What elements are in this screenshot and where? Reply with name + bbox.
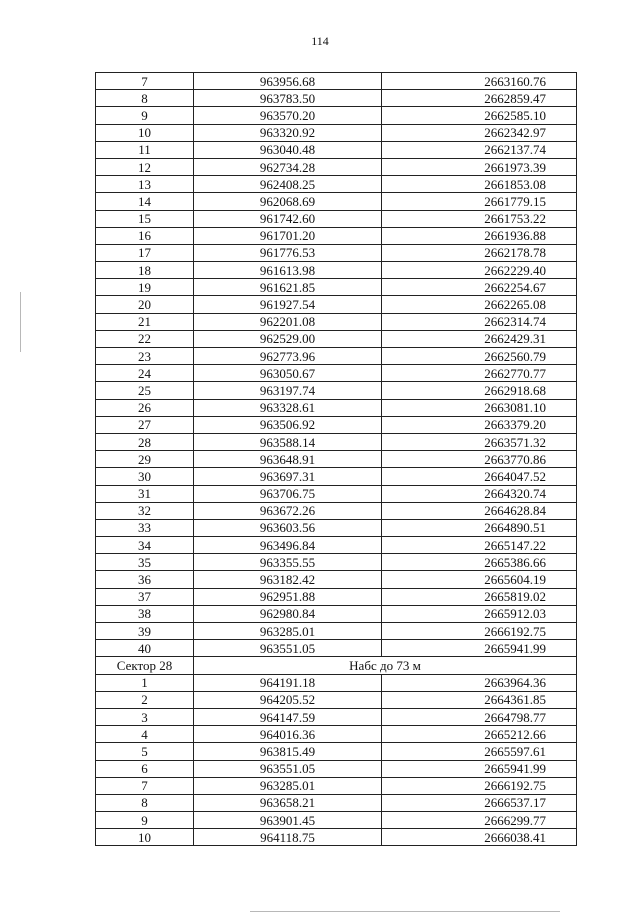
y-coordinate-cell: 2665147.22 — [382, 537, 577, 554]
point-number-cell: 32 — [96, 502, 194, 519]
point-number-cell: 33 — [96, 519, 194, 536]
x-coordinate-cell: 962734.28 — [194, 158, 382, 175]
y-coordinate-cell: 2664798.77 — [382, 708, 577, 725]
point-number-cell: 18 — [96, 262, 194, 279]
table-row — [96, 262, 577, 279]
scan-edge-mark-bottom — [250, 911, 560, 912]
table-row — [96, 691, 577, 708]
y-coordinate-cell: 2662560.79 — [382, 348, 577, 365]
table-row — [96, 313, 577, 330]
scan-edge-mark-left — [20, 292, 21, 352]
x-coordinate-cell: 963182.42 — [194, 571, 382, 588]
table-row — [96, 743, 577, 760]
x-coordinate-cell: 964016.36 — [194, 726, 382, 743]
point-number-cell: 27 — [96, 416, 194, 433]
y-coordinate-cell: 2662859.47 — [382, 90, 577, 107]
point-number-cell: 37 — [96, 588, 194, 605]
x-coordinate-cell: 961701.20 — [194, 227, 382, 244]
y-coordinate-cell: 2665819.02 — [382, 588, 577, 605]
y-coordinate-cell: 2662918.68 — [382, 382, 577, 399]
x-coordinate-cell: 963603.56 — [194, 519, 382, 536]
x-coordinate-cell: 963815.49 — [194, 743, 382, 760]
table-row — [96, 193, 577, 210]
x-coordinate-cell: 963672.26 — [194, 502, 382, 519]
y-coordinate-cell: 2662314.74 — [382, 313, 577, 330]
x-coordinate-cell: 963197.74 — [194, 382, 382, 399]
x-coordinate-cell: 963285.01 — [194, 777, 382, 794]
x-coordinate-cell: 962408.25 — [194, 176, 382, 193]
sector-header-row — [96, 657, 577, 674]
y-coordinate-cell: 2664320.74 — [382, 485, 577, 502]
x-coordinate-cell: 964191.18 — [194, 674, 382, 691]
y-coordinate-cell: 2666038.41 — [382, 829, 577, 846]
table-row — [96, 485, 577, 502]
table-row — [96, 451, 577, 468]
point-number-cell: 10 — [96, 829, 194, 846]
point-number-cell: 31 — [96, 485, 194, 502]
y-coordinate-cell: 2661779.15 — [382, 193, 577, 210]
table-row — [96, 812, 577, 829]
x-coordinate-cell: 961927.54 — [194, 296, 382, 313]
x-coordinate-cell: 963551.05 — [194, 640, 382, 657]
y-coordinate-cell: 2662770.77 — [382, 365, 577, 382]
table-row — [96, 708, 577, 725]
y-coordinate-cell: 2663770.86 — [382, 451, 577, 468]
point-number-cell: 20 — [96, 296, 194, 313]
x-coordinate-cell: 963040.48 — [194, 141, 382, 158]
table-row — [96, 468, 577, 485]
x-coordinate-cell: 963706.75 — [194, 485, 382, 502]
y-coordinate-cell: 2661936.88 — [382, 227, 577, 244]
table-row — [96, 330, 577, 347]
y-coordinate-cell: 2661973.39 — [382, 158, 577, 175]
table-row — [96, 777, 577, 794]
table-row — [96, 571, 577, 588]
x-coordinate-cell: 963320.92 — [194, 124, 382, 141]
table-row — [96, 90, 577, 107]
point-number-cell: 30 — [96, 468, 194, 485]
table-row — [96, 399, 577, 416]
x-coordinate-cell: 963050.67 — [194, 365, 382, 382]
y-coordinate-cell: 2662585.10 — [382, 107, 577, 124]
y-coordinate-cell: 2666192.75 — [382, 777, 577, 794]
x-coordinate-cell: 963496.84 — [194, 537, 382, 554]
x-coordinate-cell: 962201.08 — [194, 313, 382, 330]
table-row — [96, 726, 577, 743]
y-coordinate-cell: 2664361.85 — [382, 691, 577, 708]
point-number-cell: 34 — [96, 537, 194, 554]
table-row — [96, 158, 577, 175]
coordinates-rows-sector-27 — [96, 73, 577, 657]
point-number-cell: 8 — [96, 794, 194, 811]
y-coordinate-cell: 2664047.52 — [382, 468, 577, 485]
point-number-cell: 40 — [96, 640, 194, 657]
table-row — [96, 244, 577, 261]
y-coordinate-cell: 2664890.51 — [382, 519, 577, 536]
table-row — [96, 296, 577, 313]
table-row — [96, 674, 577, 691]
y-coordinate-cell: 2662265.08 — [382, 296, 577, 313]
table-row — [96, 554, 577, 571]
table-row — [96, 537, 577, 554]
y-coordinate-cell: 2663160.76 — [382, 73, 577, 90]
table-row — [96, 640, 577, 657]
point-number-cell: 39 — [96, 623, 194, 640]
table-row — [96, 348, 577, 365]
point-number-cell: 10 — [96, 124, 194, 141]
point-number-cell: 19 — [96, 279, 194, 296]
table-row — [96, 210, 577, 227]
y-coordinate-cell: 2662254.67 — [382, 279, 577, 296]
point-number-cell: 2 — [96, 691, 194, 708]
table-row — [96, 605, 577, 622]
table-row — [96, 519, 577, 536]
point-number-cell: 7 — [96, 777, 194, 794]
point-number-cell: 6 — [96, 760, 194, 777]
x-coordinate-cell: 962068.69 — [194, 193, 382, 210]
x-coordinate-cell: 963328.61 — [194, 399, 382, 416]
x-coordinate-cell: 963658.21 — [194, 794, 382, 811]
table-row — [96, 107, 577, 124]
x-coordinate-cell: 962529.00 — [194, 330, 382, 347]
point-number-cell: 11 — [96, 141, 194, 158]
x-coordinate-cell: 961776.53 — [194, 244, 382, 261]
x-coordinate-cell: 961613.98 — [194, 262, 382, 279]
table-row — [96, 365, 577, 382]
point-number-cell: 9 — [96, 812, 194, 829]
y-coordinate-cell: 2662429.31 — [382, 330, 577, 347]
x-coordinate-cell: 963285.01 — [194, 623, 382, 640]
point-number-cell: 26 — [96, 399, 194, 416]
point-number-cell: 23 — [96, 348, 194, 365]
y-coordinate-cell: 2665941.99 — [382, 640, 577, 657]
table-row — [96, 382, 577, 399]
point-number-cell: 36 — [96, 571, 194, 588]
y-coordinate-cell: 2665386.66 — [382, 554, 577, 571]
page-number: 114 — [311, 34, 329, 48]
y-coordinate-cell: 2665912.03 — [382, 605, 577, 622]
point-number-cell: 17 — [96, 244, 194, 261]
sector-label: Сектор 28 — [96, 657, 194, 674]
x-coordinate-cell: 963901.45 — [194, 812, 382, 829]
y-coordinate-cell: 2662229.40 — [382, 262, 577, 279]
x-coordinate-cell: 962773.96 — [194, 348, 382, 365]
point-number-cell: 35 — [96, 554, 194, 571]
table-row — [96, 279, 577, 296]
y-coordinate-cell: 2666299.77 — [382, 812, 577, 829]
sector-header — [96, 657, 577, 674]
x-coordinate-cell: 964205.52 — [194, 691, 382, 708]
x-coordinate-cell: 964147.59 — [194, 708, 382, 725]
table-row — [96, 588, 577, 605]
point-number-cell: 7 — [96, 73, 194, 90]
table-row — [96, 829, 577, 846]
point-number-cell: 5 — [96, 743, 194, 760]
table-row — [96, 416, 577, 433]
point-number-cell: 14 — [96, 193, 194, 210]
y-coordinate-cell: 2661853.08 — [382, 176, 577, 193]
point-number-cell: 25 — [96, 382, 194, 399]
x-coordinate-cell: 963648.91 — [194, 451, 382, 468]
y-coordinate-cell: 2665941.99 — [382, 760, 577, 777]
point-number-cell: 13 — [96, 176, 194, 193]
sector-height-note: Набс до 73 м — [194, 657, 577, 674]
y-coordinate-cell: 2662137.74 — [382, 141, 577, 158]
point-number-cell: 1 — [96, 674, 194, 691]
point-number-cell: 9 — [96, 107, 194, 124]
point-number-cell: 28 — [96, 433, 194, 450]
point-number-cell: 12 — [96, 158, 194, 175]
point-number-cell: 22 — [96, 330, 194, 347]
table-row — [96, 73, 577, 90]
y-coordinate-cell: 2662342.97 — [382, 124, 577, 141]
x-coordinate-cell: 964118.75 — [194, 829, 382, 846]
point-number-cell: 15 — [96, 210, 194, 227]
point-number-cell: 3 — [96, 708, 194, 725]
y-coordinate-cell: 2666537.17 — [382, 794, 577, 811]
coordinates-table — [95, 72, 577, 846]
point-number-cell: 24 — [96, 365, 194, 382]
point-number-cell: 16 — [96, 227, 194, 244]
x-coordinate-cell: 962951.88 — [194, 588, 382, 605]
x-coordinate-cell: 961742.60 — [194, 210, 382, 227]
table-row — [96, 433, 577, 450]
x-coordinate-cell: 963551.05 — [194, 760, 382, 777]
x-coordinate-cell: 963588.14 — [194, 433, 382, 450]
y-coordinate-cell: 2665597.61 — [382, 743, 577, 760]
y-coordinate-cell: 2663081.10 — [382, 399, 577, 416]
point-number-cell: 29 — [96, 451, 194, 468]
x-coordinate-cell: 963956.68 — [194, 73, 382, 90]
x-coordinate-cell: 963355.55 — [194, 554, 382, 571]
table-row — [96, 794, 577, 811]
y-coordinate-cell: 2663571.32 — [382, 433, 577, 450]
table-row — [96, 176, 577, 193]
x-coordinate-cell: 961621.85 — [194, 279, 382, 296]
y-coordinate-cell: 2663379.20 — [382, 416, 577, 433]
y-coordinate-cell: 2666192.75 — [382, 623, 577, 640]
point-number-cell: 4 — [96, 726, 194, 743]
y-coordinate-cell: 2663964.36 — [382, 674, 577, 691]
point-number-cell: 8 — [96, 90, 194, 107]
x-coordinate-cell: 963570.20 — [194, 107, 382, 124]
table-row — [96, 623, 577, 640]
table-row — [96, 502, 577, 519]
table-row — [96, 760, 577, 777]
point-number-cell: 38 — [96, 605, 194, 622]
table-row — [96, 227, 577, 244]
coordinates-rows-sector-28 — [96, 674, 577, 846]
x-coordinate-cell: 963506.92 — [194, 416, 382, 433]
x-coordinate-cell: 963697.31 — [194, 468, 382, 485]
y-coordinate-cell: 2661753.22 — [382, 210, 577, 227]
y-coordinate-cell: 2665604.19 — [382, 571, 577, 588]
point-number-cell: 21 — [96, 313, 194, 330]
table-row — [96, 141, 577, 158]
y-coordinate-cell: 2664628.84 — [382, 502, 577, 519]
table-row — [96, 124, 577, 141]
y-coordinate-cell: 2665212.66 — [382, 726, 577, 743]
x-coordinate-cell: 962980.84 — [194, 605, 382, 622]
x-coordinate-cell: 963783.50 — [194, 90, 382, 107]
y-coordinate-cell: 2662178.78 — [382, 244, 577, 261]
